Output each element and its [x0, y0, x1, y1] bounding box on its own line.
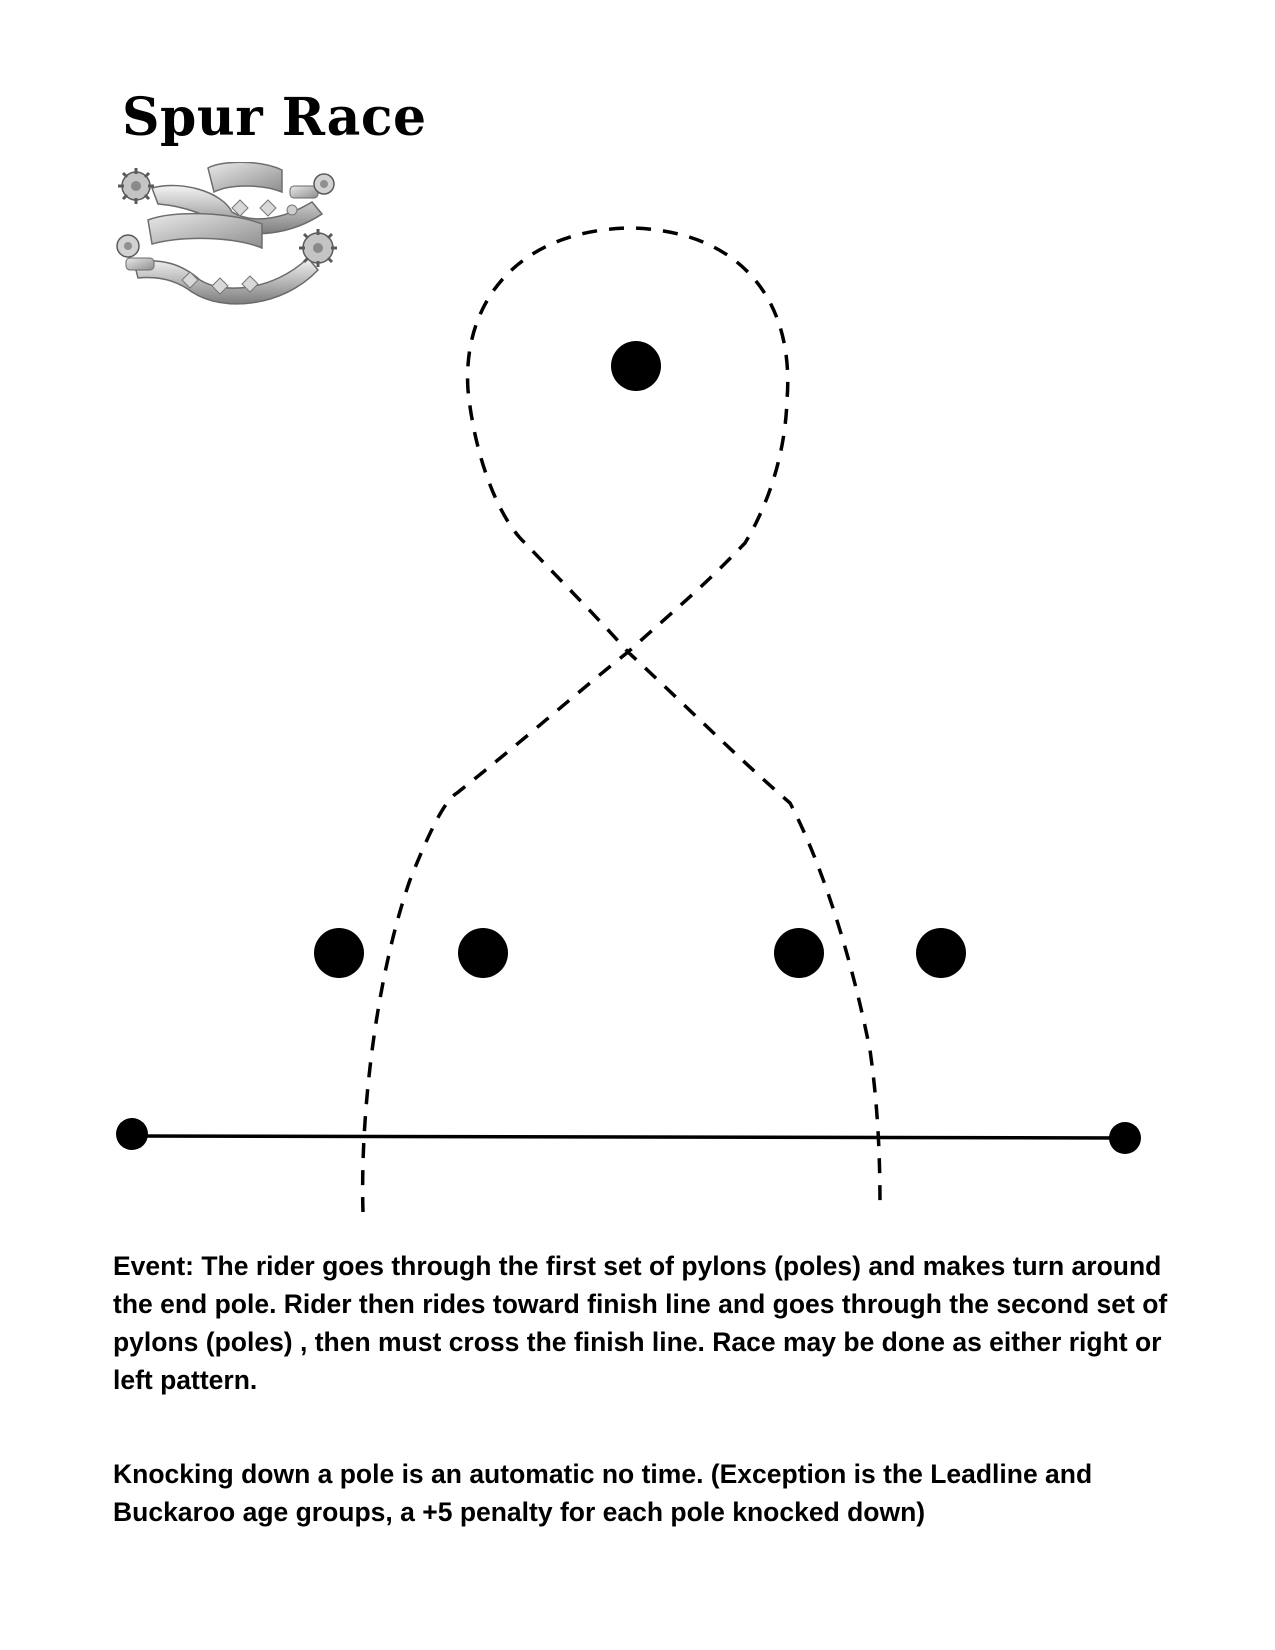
- finish-line-right-marker: [1109, 1122, 1141, 1154]
- page-title: Spur Race: [122, 87, 427, 148]
- pylon-set-2-left: [774, 928, 824, 978]
- pylon-set-1-right: [458, 928, 508, 978]
- pylon-set-2-right: [916, 928, 966, 978]
- rules-text: [113, 1247, 1193, 1531]
- end-pole: [611, 341, 661, 391]
- finish-line: [132, 1136, 1125, 1138]
- event-description: Event: The rider goes through the first set of pylons (poles) and makes turn around the end pole. Rider then rides toward finish line and goes through the second set of pylons (poles) , then must cross the finish line. Race may be done as either right or left pattern.: [113, 1251, 1168, 1395]
- finish-line-left-marker: [116, 1118, 148, 1150]
- penalty-rule: Knocking down a pole is an automatic no time. (Exception is the Leadline and Buckaroo age groups, a +5 penalty for each pole knocked down): [113, 1459, 1093, 1527]
- pylon-set-1-left: [314, 928, 364, 978]
